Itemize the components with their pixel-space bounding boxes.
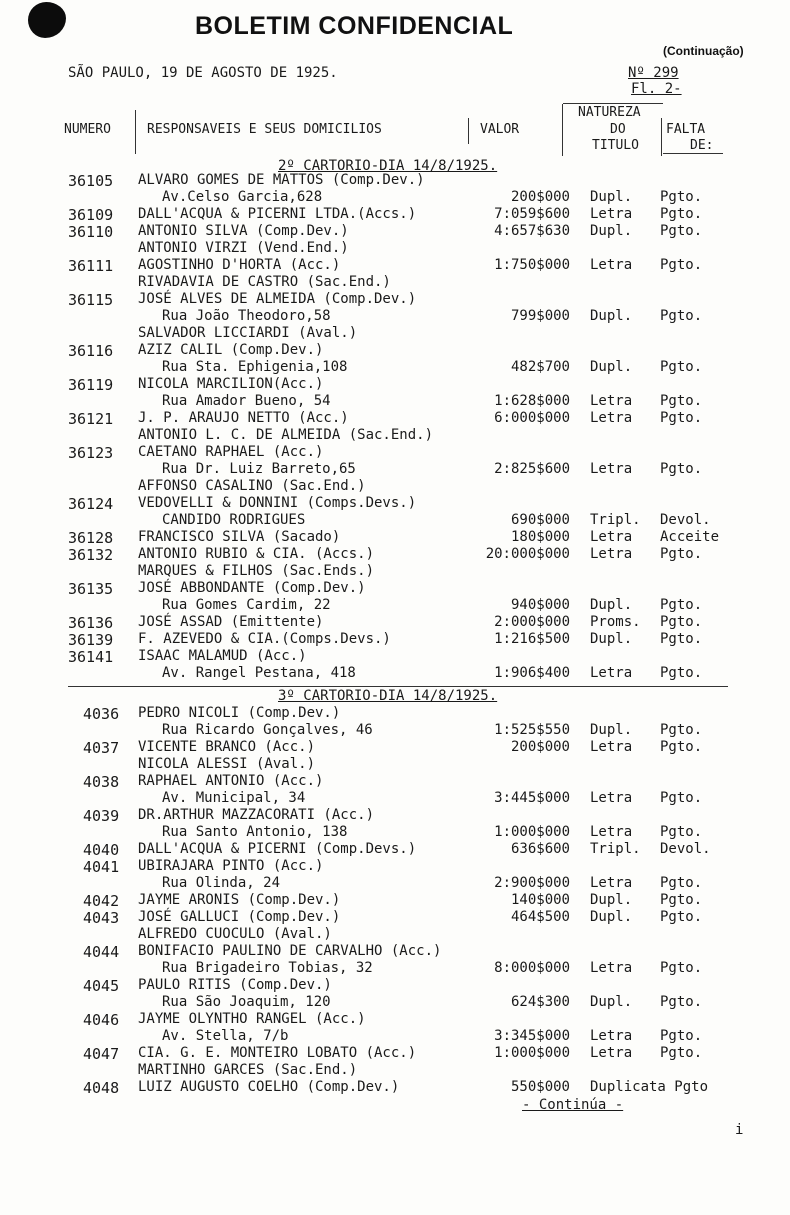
table-row [0,393,790,410]
value-amount: 4:657$630 [494,223,570,239]
table-row [0,960,790,977]
table-row [0,308,790,325]
title-nature: Letra [590,739,633,755]
missing-action: Pgto. [660,739,703,755]
value-amount: 2:000$000 [494,614,570,630]
responsible-party: Rua Brigadeiro Tobias, 32 [162,960,373,976]
title-nature: Letra [590,546,633,562]
value-amount: 1:000$000 [494,824,570,840]
table-row [0,824,790,841]
title-nature: Dupl. [590,308,633,324]
table-row [0,376,790,393]
missing-action: Pgto. [660,393,703,409]
value-amount: 464$500 [510,909,570,925]
record-number: 36139 [68,631,114,649]
missing-action: Pgto. [660,960,703,976]
responsible-party: ISAAC MALAMUD (Acc.) [138,648,307,664]
responsible-party: ANTONIO VIRZI (Vend.End.) [138,240,349,256]
responsible-party: DALL'ACQUA & PICERNI LTDA.(Accs.) [138,206,417,222]
responsible-party: CAETANO RAPHAEL (Acc.) [138,444,324,460]
responsible-party: F. AZEVEDO & CIA.(Comps.Devs.) [138,631,391,647]
table-row [0,909,790,926]
value-amount: 940$000 [510,597,570,613]
table-row [0,546,790,563]
responsible-party: SALVADOR LICCIARDI (Aval.) [138,325,358,341]
missing-action: Pgto. [660,1045,703,1061]
missing-action: Pgto. [660,722,703,738]
missing-action: Pgto. [660,614,703,630]
continua-text: - Continúa - [522,1097,624,1113]
record-number: 36135 [68,580,114,598]
record-number: 4041 [83,858,120,876]
table-row [0,240,790,257]
value-amount: 550$000 [510,1079,570,1095]
title-nature: Letra [590,1045,633,1061]
table-row [0,631,790,648]
responsible-party: J. P. ARAUJO NETTO (Acc.) [138,410,349,426]
table-row [0,274,790,291]
title-nature: Tripl. [590,841,641,857]
record-number: 4048 [83,1079,120,1097]
table-row [0,478,790,495]
responsible-party: JAYME ARONIS (Comp.Dev.) [138,892,341,908]
sheet-number: Fl. 2- [631,81,682,97]
record-number: 36136 [68,614,114,632]
col-natureza-1: NATUREZA [578,105,641,120]
table-row [0,614,790,631]
table-row [0,410,790,427]
missing-action: Pgto. [660,546,703,562]
value-amount: 1:906$400 [494,665,570,681]
col-falta-1: FALTA [666,122,706,137]
responsible-party: ANTONIO L. C. DE ALMEIDA (Sac.End.) [138,427,434,443]
continuation-label: (Continuação) [663,44,744,58]
responsible-party: ALFREDO CUOCULO (Aval.) [138,926,332,942]
value-amount: 3:445$000 [494,790,570,806]
responsible-party: RIVADAVIA DE CASTRO (Sac.End.) [138,274,391,290]
value-amount: 1:750$000 [494,257,570,273]
table-row [0,926,790,943]
title-nature: Letra [590,875,633,891]
record-number: 36110 [68,223,114,241]
table-row [0,495,790,512]
value-amount: 690$000 [510,512,570,528]
record-number: 4040 [83,841,120,859]
table-row [0,342,790,359]
responsible-party: PAULO RITIS (Comp.Dev.) [138,977,332,993]
missing-action: Pgto. [660,631,703,647]
value-amount: 8:000$000 [494,960,570,976]
table-row [0,756,790,773]
value-amount: 482$700 [510,359,570,375]
record-number: 4045 [83,977,120,995]
title-nature: Dupl. [590,722,633,738]
record-number: 4047 [83,1045,120,1063]
responsible-party: DALL'ACQUA & PICERNI (Comp.Devs.) [138,841,417,857]
responsible-party: Rua João Theodoro,58 [162,308,331,324]
responsible-party: ANTONIO RUBIO & CIA. (Accs.) [138,546,375,562]
responsible-party: ANTONIO SILVA (Comp.Dev.) [138,223,349,239]
value-amount: 140$000 [510,892,570,908]
responsible-party: JOSÉ ASSAD (Emittente) [138,614,324,630]
record-number: 36141 [68,648,114,666]
table-row [0,665,790,682]
title-nature: Letra [590,206,633,222]
record-number: 4037 [83,739,120,757]
col-divider [562,104,563,156]
title-nature: Dupl. [590,597,633,613]
title-nature: Duplicata Pgto [590,1079,709,1095]
table-row [0,325,790,342]
responsible-party: BONIFACIO PAULINO DE CARVALHO (Acc.) [138,943,442,959]
record-number: 4046 [83,1011,120,1029]
table-row [0,1062,790,1079]
responsible-party: DR.ARTHUR MAZZACORATI (Acc.) [138,807,375,823]
col-divider [661,118,662,156]
missing-action: Pgto. [660,597,703,613]
responsible-party: Rua Ricardo Gonçalves, 46 [162,722,373,738]
title-nature: Letra [590,393,633,409]
missing-action: Pgto. [660,892,703,908]
table-row [0,172,790,189]
table-row [0,790,790,807]
missing-action: Pgto. [660,189,703,205]
value-amount: 180$000 [510,529,570,545]
value-amount: 200$000 [510,189,570,205]
missing-action: Pgto. [660,1028,703,1044]
title-nature: Tripl. [590,512,641,528]
responsible-party: Rua Gomes Cardim, 22 [162,597,331,613]
table-row [0,206,790,223]
responsible-party: NICOLA ALESSI (Aval.) [138,756,316,772]
table-row [0,648,790,665]
record-number: 36132 [68,546,114,564]
value-amount: 6:000$000 [494,410,570,426]
col-natureza-2: DO [610,122,626,137]
table-row [0,1045,790,1062]
ink-blot [28,2,66,38]
responsible-party: JAYME OLYNTHO RANGEL (Acc.) [138,1011,366,1027]
record-number: 36121 [68,410,114,428]
table-row [0,773,790,790]
record-number: 36119 [68,376,114,394]
header-rule [563,103,663,104]
table-row [0,580,790,597]
responsible-party: Rua Amador Bueno, 54 [162,393,331,409]
responsible-party: NICOLA MARCILION(Acc.) [138,376,324,392]
page-mark: i [735,1122,744,1138]
record-number: 36124 [68,495,114,513]
missing-action: Pgto. [660,994,703,1010]
value-amount: 1:000$000 [494,1045,570,1061]
responsible-party: FRANCISCO SILVA (Sacado) [138,529,341,545]
responsible-party: CANDIDO RODRIGUES [162,512,306,528]
table-row [0,257,790,274]
responsible-party: VICENTE BRANCO (Acc.) [138,739,316,755]
missing-action: Pgto. [660,824,703,840]
missing-action: Pgto. [660,206,703,222]
table-row [0,705,790,722]
value-amount: 1:628$000 [494,393,570,409]
record-number: 36128 [68,529,114,547]
section-title: 2º CARTORIO-DIA 14/8/1925. [278,158,498,174]
record-number: 36109 [68,206,114,224]
table-row [0,739,790,756]
table-row [0,189,790,206]
value-amount: 7:059$600 [494,206,570,222]
col-divider [135,110,136,154]
record-number: 4044 [83,943,120,961]
responsible-party: Rua Sta. Ephigenia,108 [162,359,348,375]
table-row [0,359,790,376]
table-row [0,943,790,960]
title-nature: Dupl. [590,994,633,1010]
responsible-party: CIA. G. E. MONTEIRO LOBATO (Acc.) [138,1045,417,1061]
value-amount: 1:216$500 [494,631,570,647]
continuation-note [522,1097,623,1113]
responsible-party: Av. Stella, 7/b [162,1028,289,1044]
col-natureza-3: TITULO [592,138,639,153]
responsible-party: MARTINHO GARCES (Sac.End.) [138,1062,358,1078]
table-row [0,461,790,478]
responsible-party: Av.Celso Garcia,628 [162,189,323,205]
value-amount: 3:345$000 [494,1028,570,1044]
title-nature: Letra [590,1028,633,1044]
missing-action: Acceite [660,529,720,545]
title-nature: Letra [590,824,633,840]
title-nature: Letra [590,665,633,681]
missing-action: Pgto. [660,875,703,891]
value-amount: 799$000 [510,308,570,324]
table-row [0,444,790,461]
record-number: 36105 [68,172,114,190]
col-numero: NUMERO [64,122,111,137]
title-nature: Letra [590,461,633,477]
col-responsaveis: RESPONSAVEIS E SEUS DOMICILIOS [147,122,382,137]
value-amount: 20:000$000 [485,546,570,562]
col-valor: VALOR [480,122,520,137]
record-number: 36115 [68,291,114,309]
missing-action: Devol. [660,512,711,528]
title-nature: Letra [590,790,633,806]
table-row [0,291,790,308]
col-falta-2: DE: [690,138,714,153]
title-nature: Dupl. [590,892,633,908]
title-nature: Proms. [590,614,641,630]
responsible-party: ALVARO GOMES DE MATTOS (Comp.Dev.) [138,172,425,188]
value-amount: 2:825$600 [494,461,570,477]
missing-action: Pgto. [660,665,703,681]
record-number: 36123 [68,444,114,462]
table-row [0,722,790,739]
responsible-party: JOSÉ GALLUCI (Comp.Dev.) [138,909,341,925]
table-row [0,807,790,824]
responsible-party: UBIRAJARA PINTO (Acc.) [138,858,324,874]
title-nature: Letra [590,960,633,976]
record-number: 4043 [83,909,120,927]
col-divider [468,118,469,144]
value-amount: 624$300 [510,994,570,1010]
document-number: Nº 299 [628,65,679,81]
record-number: 4042 [83,892,120,910]
responsible-party: MARQUES & FILHOS (Sac.Ends.) [138,563,375,579]
responsible-party: PEDRO NICOLI (Comp.Dev.) [138,705,341,721]
section-rule [68,686,728,687]
title-nature: Dupl. [590,223,633,239]
responsible-party: RAPHAEL ANTONIO (Acc.) [138,773,324,789]
responsible-party: Rua Santo Antonio, 138 [162,824,348,840]
missing-action: Pgto. [660,461,703,477]
table-row [0,977,790,994]
missing-action: Pgto. [660,790,703,806]
table-row [0,994,790,1011]
missing-action: Pgto. [660,308,703,324]
missing-action: Pgto. [660,359,703,375]
title-nature: Letra [590,410,633,426]
table-row [0,1079,790,1096]
dateline: SÃO PAULO, 19 DE AGOSTO DE 1925. [68,65,338,81]
title-nature: Letra [590,529,633,545]
responsible-party: AFFONSO CASALINO (Sac.End.) [138,478,366,494]
record-number: 36116 [68,342,114,360]
table-row [0,1028,790,1045]
table-row [0,841,790,858]
table-row [0,427,790,444]
record-number: 4038 [83,773,120,791]
table-row [0,892,790,909]
missing-action: Pgto. [660,257,703,273]
responsible-party: AZIZ CALIL (Comp.Dev.) [138,342,324,358]
record-number: 36111 [68,257,114,275]
missing-action: Pgto. [660,223,703,239]
table-row [0,563,790,580]
responsible-party: JOSÉ ALVES DE ALMEIDA (Comp.Dev.) [138,291,417,307]
responsible-party: Av. Rangel Pestana, 418 [162,665,356,681]
value-amount: 636$600 [510,841,570,857]
title-nature: Dupl. [590,189,633,205]
table-row [0,858,790,875]
title-nature: Dupl. [590,909,633,925]
table-row [0,529,790,546]
responsible-party: VEDOVELLI & DONNINI (Comps.Devs.) [138,495,417,511]
table-row [0,875,790,892]
bulletin-title: BOLETIM CONFIDENCIAL [195,12,514,40]
responsible-party: JOSÉ ABBONDANTE (Comp.Dev.) [138,580,366,596]
record-number: 4036 [83,705,120,723]
responsible-party: AGOSTINHO D'HORTA (Acc.) [138,257,341,273]
table-row [0,223,790,240]
value-amount: 2:900$000 [494,875,570,891]
title-nature: Dupl. [590,359,633,375]
table-row [0,597,790,614]
record-number: 4039 [83,807,120,825]
value-amount: 1:525$550 [494,722,570,738]
missing-action: Pgto. [660,410,703,426]
responsible-party: Av. Municipal, 34 [162,790,306,806]
title-nature: Dupl. [590,631,633,647]
responsible-party: Rua Dr. Luiz Barreto,65 [162,461,356,477]
value-amount: 200$000 [510,739,570,755]
responsible-party: Rua São Joaquim, 120 [162,994,331,1010]
header-rule [663,153,723,154]
missing-action: Devol. [660,841,711,857]
missing-action: Pgto. [660,909,703,925]
title-nature: Letra [590,257,633,273]
section-title: 3º CARTORIO-DIA 14/8/1925. [278,688,498,704]
table-row [0,1011,790,1028]
responsible-party: Rua Olinda, 24 [162,875,281,891]
table-row [0,512,790,529]
responsible-party: LUIZ AUGUSTO COELHO (Comp.Dev.) [138,1079,400,1095]
